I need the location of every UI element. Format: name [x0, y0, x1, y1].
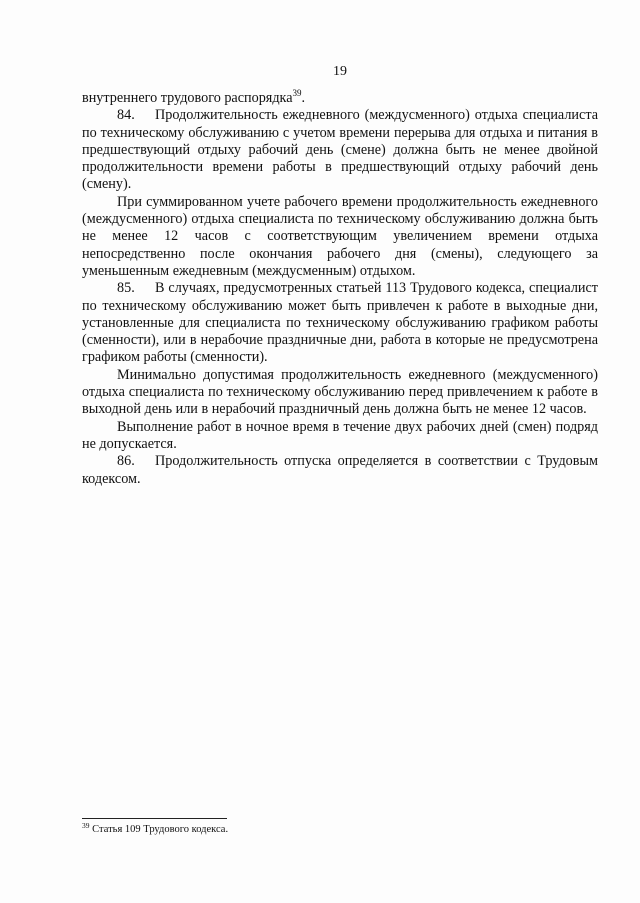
- page-number: 19: [333, 64, 347, 79]
- paragraph-85: [82, 280, 598, 366]
- item-number: 86.: [117, 453, 135, 470]
- paragraph-85-second: Минимально допустимая продолжительность ежедневного (междусменного) отдыха специалиста по техническому обслуживанию перед привлечением к работе в выходной день или в нерабочий праздничный день должна быть не менее 12 часов.: [82, 366, 598, 418]
- paragraph-84: [82, 107, 598, 193]
- paragraph-85-third: Выполнение работ в ночное время в течение двух рабочих дней (смен) подряд не допускается.: [82, 418, 598, 452]
- paragraph-86: [82, 453, 598, 488]
- paragraph-84-second: При суммированном учете рабочего времени продолжительность ежедневного (междусменного) отдыха специалиста по техническому обслуживанию должна быть не менее 12 часов с соответствующим увеличением времени отдыха непосредственно после окончания рабочего дня (смены), следующего за уменьшенным ежедневным (междусменным) отдыхом.: [82, 193, 598, 279]
- paragraph-text: внутреннего трудового распорядка: [82, 90, 293, 106]
- paragraph-continuation: [82, 90, 598, 107]
- footnote: [82, 823, 228, 836]
- item-number: 84.: [117, 107, 135, 124]
- footnote-number: 39: [82, 821, 90, 830]
- paragraph-punctuation: .: [301, 90, 306, 106]
- document-body: [82, 90, 598, 488]
- footnote-text: Статья 109 Трудового кодекса.: [92, 824, 229, 835]
- paragraph-text: В случаях, предусмотренных статьей 113 Трудового кодекса, специалист по техническому обслуживанию может быть привлечен к работе в выходные дни, установленные для специалиста по техническому обслуживанию графиком работы (сменности), или в нерабочие праздничные дни, работа в которые не предусмотрена графиком работы (сменности).: [82, 280, 598, 366]
- item-number: 85.: [117, 280, 135, 297]
- paragraph-text: Продолжительность ежедневного (междусменного) отдыха специалиста по техническому обслуживанию с учетом времени перерыва для отдыха и питания в предшествующий отдыху рабочий день (смене) должна быть не менее двойной продолжительности времени работы в предшествующий отдыху рабочий день (смену).: [82, 107, 598, 193]
- paragraph-text: Продолжительность отпуска определяется в соответствии с Трудовым кодексом.: [82, 453, 598, 487]
- footnote-reference: 39: [292, 88, 302, 98]
- footnote-divider: [82, 818, 227, 819]
